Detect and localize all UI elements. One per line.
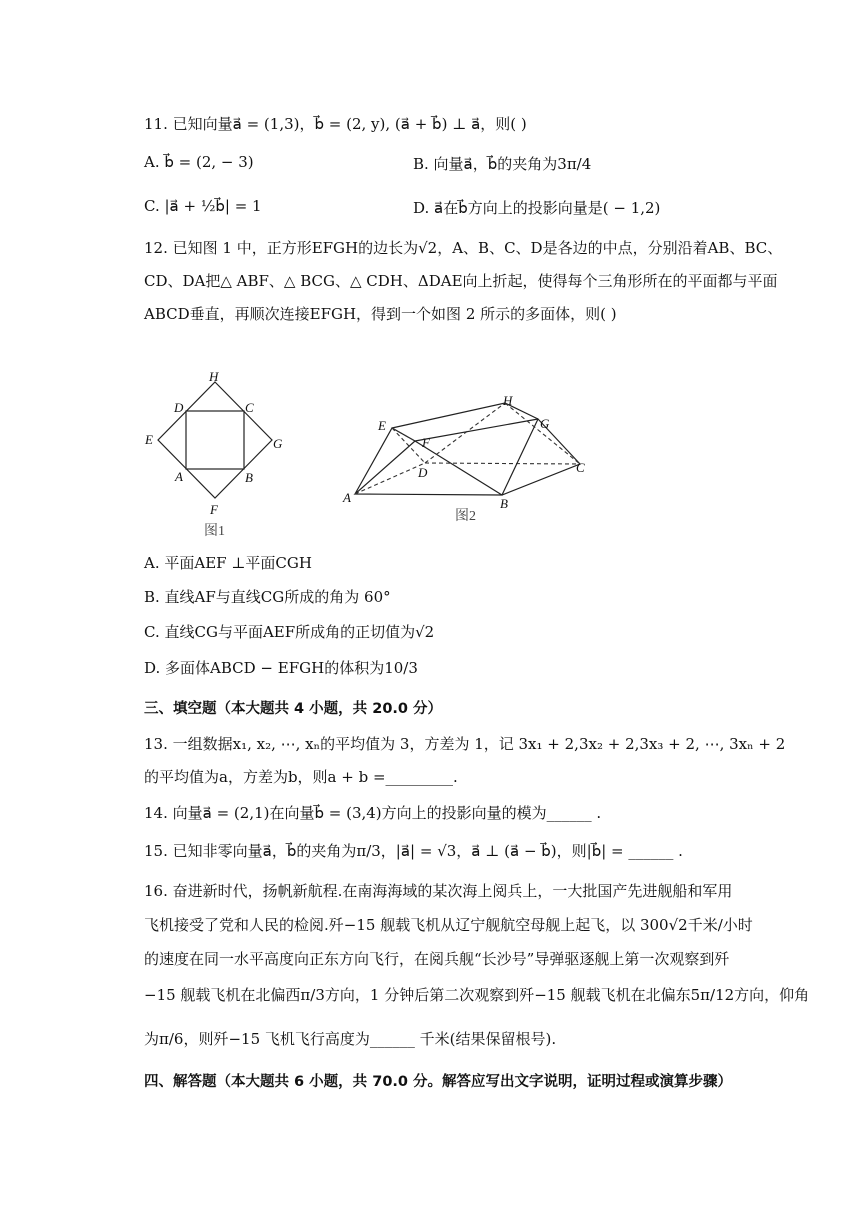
q12-option-b: B. 直线AF与直线CG所成的角为 60° — [144, 588, 391, 606]
figure-1 — [140, 360, 300, 540]
fig2-dashed-ad — [355, 463, 425, 494]
q11-option-b: B. 向量a⃗，b⃗的夹角为3π/4 — [413, 155, 592, 173]
fig1-label-c: C — [245, 400, 254, 415]
figure-2 — [340, 390, 600, 530]
q13-line2: 的平均值为a，方差为b，则a + b =_________. — [144, 768, 458, 786]
q13-line1: 13. 一组数据x₁, x₂, ⋯, xₙ的平均值为 3，方差为 1，记 3x₁ + 2,3x₂ + 2,3x₃ + 2, ⋯, 3xₙ + 2 — [144, 735, 786, 753]
fig1-label-a: A — [175, 469, 183, 484]
fig2-label-d: D — [418, 465, 428, 480]
fig1-label-g: G — [273, 436, 283, 451]
q11-option-d: D. a⃗在b⃗方向上的投影向量是( − 1,2) — [413, 199, 661, 217]
section-4-heading: 四、解答题（本大题共 6 小题，共 70.0 分。解答应写出文字说明，证明过程或演算步骤） — [144, 1074, 733, 1090]
q11-option-c: C. |a⃗ + ½b⃗| = 1 — [144, 197, 262, 215]
q11-option-a: A. b⃗ = (2, − 3) — [144, 153, 254, 171]
fig2-caption: 图2 — [455, 509, 476, 524]
fig1-label-f: F — [210, 502, 218, 517]
fig2-dashed-ed — [392, 428, 425, 463]
q16-line3: 的速度在同一水平高度向正东方向飞行，在阅兵舰“长沙号”导弹驱逐舰上第一次观察到歼 — [144, 950, 730, 968]
q12-option-a: A. 平面AEF ⊥平面CGH — [144, 554, 312, 572]
fig2-label-b: B — [500, 496, 508, 511]
q14: 14. 向量a⃗ = (2,1)在向量b⃗ = (3,4)方向上的投影向量的模为______ . — [144, 804, 602, 822]
fig2-label-f: F — [422, 435, 430, 450]
q16-line5: 为π/6，则歼−15 飞机飞行高度为______ 千米(结果保留根号). — [144, 1030, 557, 1048]
square-abcd — [186, 411, 244, 469]
fig2-label-g: G — [540, 416, 550, 431]
fig2-dashed-dc — [425, 463, 580, 464]
fig1-label-b: B — [245, 470, 253, 485]
q12-stem-line2: CD、DA把△ ABF、△ BCG、△ CDH、ΔDAE向上折起，使得每个三角形所在的平面都与平面 — [144, 272, 778, 290]
fig1-caption: 图1 — [204, 524, 225, 539]
q12-option-c: C. 直线CG与平面AEF所成角的正切值为√2 — [144, 623, 435, 641]
fig2-edge-fg — [415, 419, 538, 441]
q12-stem-line1: 12. 已知图 1 中，正方形EFGH的边长为√2，A、B、C、D是各边的中点，分别沿着AB、BC、 — [144, 239, 783, 257]
fig2-label-h: H — [503, 393, 513, 408]
q12-stem-line3: ABCD垂直，再顺次连接EFGH，得到一个如图 2 所示的多面体，则( ) — [144, 305, 617, 323]
fig2-dashed-hc — [505, 403, 580, 464]
fig1-label-e: E — [145, 432, 153, 447]
fig1-label-h: H — [209, 369, 219, 384]
q12-option-d: D. 多面体ABCD − EFGH的体积为10/3 — [144, 659, 418, 677]
fig2-label-c: C — [576, 460, 585, 475]
q16-line2: 飞机接受了党和人民的检阅.歼−15 舰载飞机从辽宁舰航空母舰上起飞，以 300√2千米/小时 — [144, 916, 753, 934]
q15: 15. 已知非零向量a⃗，b⃗的夹角为π/3，|a⃗| = √3，a⃗ ⊥ (a⃗ − b⃗)，则|b⃗| = ______ . — [144, 842, 683, 860]
q16-line1: 16. 奋进新时代，扬帆新航程.在南海海域的某次海上阅兵上，一大批国产先进舰船和军用 — [144, 882, 733, 900]
fig1-label-d: D — [174, 400, 184, 415]
fig2-top-edges — [392, 403, 538, 428]
q16-line4: −15 舰载飞机在北偏西π/3方向，1 分钟后第二次观察到歼−15 舰载飞机在北偏东5π/12方向，仰角 — [144, 986, 810, 1004]
fig2-label-e: E — [378, 418, 386, 433]
q11-stem: 11. 已知向量a⃗ = (1,3)，b⃗ = (2, y), (a⃗ + b⃗) ⊥ a⃗，则( ) — [144, 115, 527, 133]
section-3-heading: 三、填空题（本大题共 4 小题，共 20.0 分） — [144, 701, 443, 717]
fig2-label-a: A — [343, 490, 351, 505]
